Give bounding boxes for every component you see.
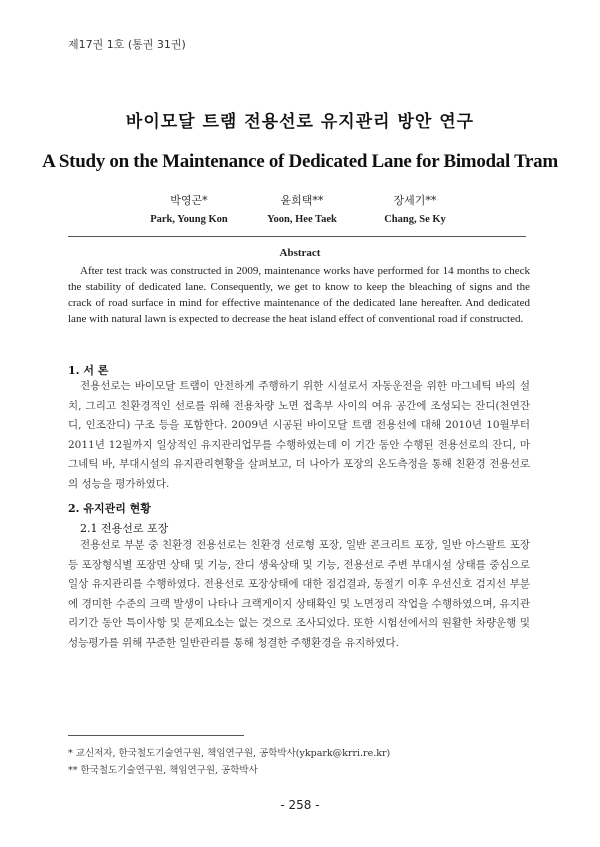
author-1-english: Park, Young Kon bbox=[150, 214, 228, 225]
section-1-text: 전용선로는 바이모달 트램이 안전하게 주행하기 위한 시설로서 자동운전을 위한 마그네틱 바의 설치, 그리고 친환경적인 선로를 위해 전용차량 노면 접촉부 사이의 여유 공간에 조성되는 잔디(천연잔디, 인조잔디) 구조 등을 포함한다. 2009년 시공된 바이모달 트램 전용선에 대해 2010년 10월부터 2011년 12월까지 일상적인 유지관리업무를 수행하였는데 이 기간 동안 수행된 전용선로의 잔디, 마그네틱 바, 부대시설의 유지관리현황을 살펴보고, 더 나아가 포장의 온도측정을 통해 친환경 전용선로의 성능을 평가하였다. bbox=[68, 380, 530, 490]
author-3-english: Chang, Se Ky bbox=[384, 214, 446, 225]
title-korean: 바이모달 트램 전용선로 유지관리 방안 연구 bbox=[125, 112, 475, 132]
author-2-english: Yoon, Hee Taek bbox=[267, 214, 337, 225]
section-2-1-heading: 2.1 전용선로 포장 bbox=[80, 522, 169, 535]
footnote-1: * 교신저자, 한국철도기술연구원, 책임연구원, 공학박사(ykpark@krri.re.kr) bbox=[68, 748, 391, 759]
title-divider bbox=[68, 236, 526, 237]
section-2-1-text: 전용선로 부분 중 친환경 전용선로는 친환경 선로형 포장, 일반 콘크리트 포장, 일반 아스팔트 포장 등 포장형식별 포장면 상태 및 기능, 잔디 생육상태 및 기능, 전용선로 주변 부대시설 상태를 중심으로 일상 유지관리를 수행하였다. 전용선로 포장상태에 대한 점검결과, 동절기 이후 우선신호 검지선 부분에 경미한 수준의 크랙 발생이 나타나 크랙게이지 상태확인 및 노면정리 작업을 수행하였으며, 유지관리기간 동안 특이사항 및 문제요소는 없는 것으로 조사되었다. 또한 시험선에서의 원활한 차량운행 및 성능평가를 위해 꾸준한 일반관리를 통해 청결한 주행환경을 유지하였다. bbox=[68, 539, 530, 649]
abstract-text: After test track was constructed in 2009, maintenance works have performed for 14 months to check the stability of dedicated lane. Consequently, we get to know to keep the bleaching of signs and the crack of road surface in mind for effective maintenance of the dedicated lane hereafter. And dedicated lane with natural lawn is expected to decrease the heat island effect of conventional road if constructed. bbox=[68, 265, 530, 325]
footnote-divider bbox=[68, 735, 244, 736]
author-2-korean: 윤희택** bbox=[280, 194, 324, 207]
footnote-2: ** 한국철도기술연구원, 책임연구원, 공학박사 bbox=[68, 765, 258, 776]
author-3-korean: 장세기** bbox=[393, 194, 437, 207]
journal-volume: 제17권 1호 (통권 31권) bbox=[68, 38, 186, 51]
page-number: - 258 - bbox=[280, 798, 320, 812]
section-2-heading: 2. 유지관리 현황 bbox=[68, 502, 151, 515]
author-list bbox=[0, 192, 600, 232]
author-2 bbox=[242, 192, 362, 225]
author-1-korean: 박영곤* bbox=[170, 194, 208, 207]
abstract-heading: Abstract bbox=[279, 247, 321, 259]
section-1-heading: 1. 서 론 bbox=[68, 364, 109, 377]
title-english: A Study on the Maintenance of Dedicated Lane for Bimodal Tram bbox=[42, 151, 558, 172]
author-3 bbox=[355, 192, 475, 225]
author-1 bbox=[129, 192, 249, 225]
